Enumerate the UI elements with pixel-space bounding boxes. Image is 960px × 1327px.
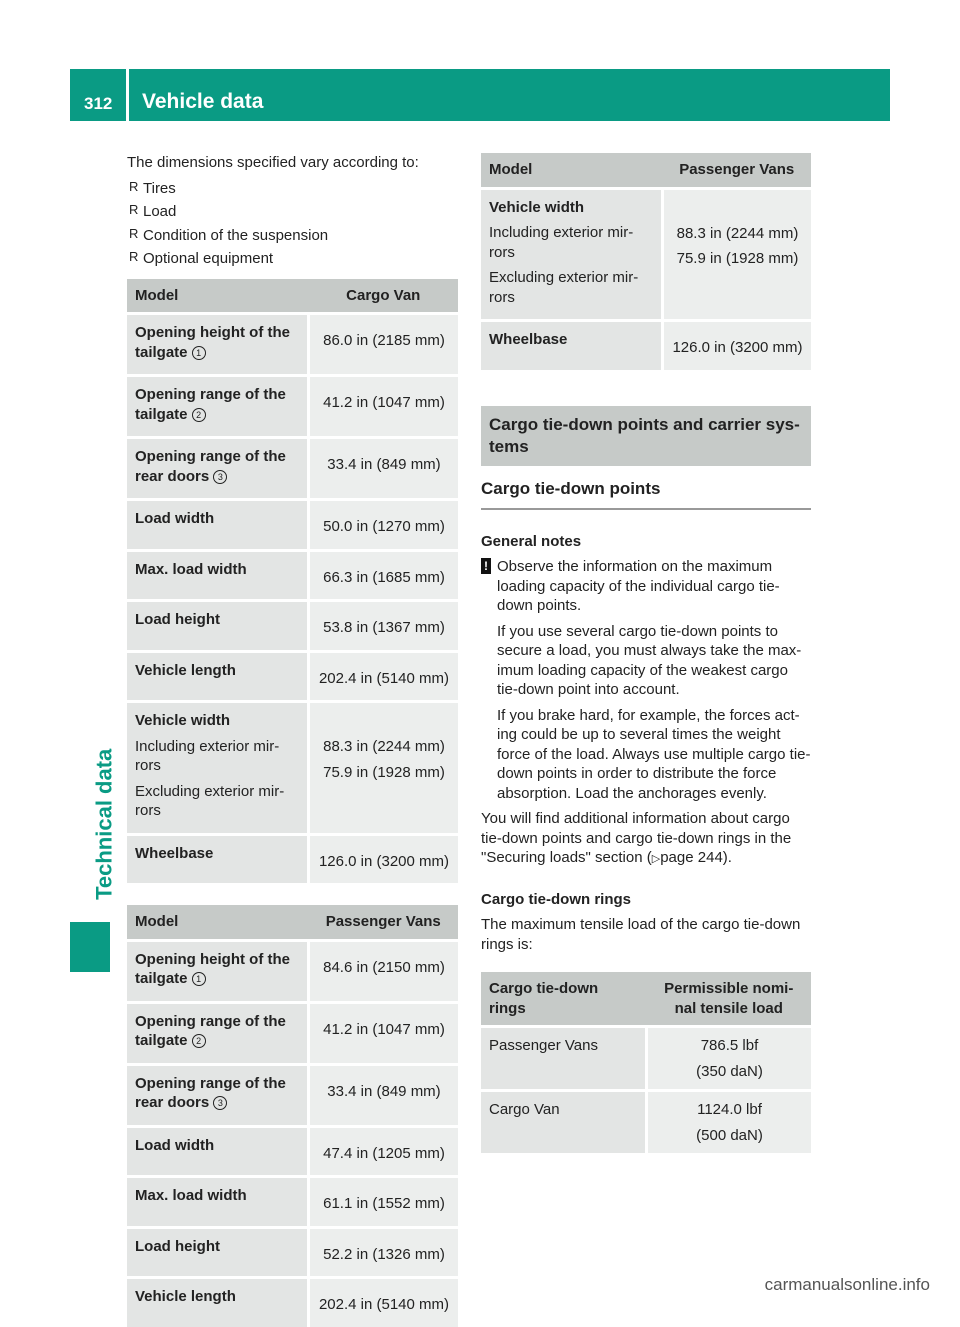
page-reference-link[interactable]: page 244 [660,849,723,867]
row-value [309,438,459,500]
page-header [70,69,890,121]
table-row [481,1027,811,1091]
table-row [127,702,458,835]
callout-number-icon: 2 [192,1034,206,1048]
row-sublabel: Including exterior mir-rors [489,224,634,261]
value-primary: 66.3 in (1685 mm) [323,568,445,586]
row-label [127,1002,309,1064]
row-label [127,651,309,702]
value-primary: 53.8 in (1367 mm) [323,619,445,636]
rings-heading: Cargo tie-down rings [481,890,631,908]
value-primary: 33.4 in (849 mm) [327,1082,441,1100]
value-primary: 786.5 lbf [700,1037,759,1055]
column-header: Passenger Vans [663,153,812,188]
list-item: R Load [127,202,458,222]
table-row [127,438,458,500]
row-label-text: Vehicle width [135,712,231,729]
cargo-van-table [127,279,458,884]
warning-icon: ! [481,558,491,574]
row-value [309,651,459,702]
row-label [127,1126,309,1177]
tie-down-rings-table [481,972,811,1153]
row-value [663,188,812,321]
row-label-text: Opening range of the rear doors [135,1074,286,1111]
passenger-vans-rows [127,940,458,1327]
footer-watermark: carmanualsonline.info [764,1274,930,1294]
right-column [481,153,811,1153]
page-ref-arrow-icon: ▷ [651,853,661,866]
row-label-text: Load width [135,1136,215,1154]
row-label-text: Wheelbase [135,844,214,862]
intro-text: The dimensions specified vary according to: [127,154,419,171]
header-divider [126,69,129,121]
column-header: Passenger Vans [309,905,459,940]
row-value [309,1278,459,1327]
value-primary: 86.0 in (2185 mm) [323,332,445,349]
page-number: 312 [84,94,113,113]
row-label-text: Opening range of the tailgate [135,1012,286,1049]
more-info-end: ). [722,849,732,867]
callout-number-icon: 1 [192,972,206,986]
table-row [127,376,458,438]
value-secondary: (350 daN) [696,1062,763,1080]
column-header: Cargo tie-down rings [481,972,647,1027]
callout-number-icon: 2 [192,408,206,422]
row-value [309,1064,459,1126]
column-header: Model [481,153,663,188]
row-value [309,376,459,438]
table-row [127,1064,458,1126]
section-band: Cargo tie-down points and carrier sys-tems [481,406,811,466]
value-secondary: (500 daN) [696,1126,763,1144]
row-label [127,1177,309,1228]
table-row [127,1002,458,1064]
note-paragraph: Observe the information on the maximum loading capacity of the individual cargo tie-down points. [497,558,780,615]
table-row [127,500,458,551]
table-row [127,314,458,376]
value-primary: 50.0 in (1270 mm) [323,518,445,535]
value-primary: 52.2 in (1326 mm) [323,1245,445,1263]
callout-number-icon: 1 [192,346,206,360]
column-header: Model [127,905,309,940]
row-label [127,500,309,551]
row-label [127,438,309,500]
row-sublabel: Excluding exterior mir-rors [489,269,639,306]
table-row [127,1126,458,1177]
row-value [647,1091,812,1154]
passenger-vans-table-continued [481,153,811,370]
row-value [309,500,459,551]
value-primary: 33.4 in (849 mm) [327,456,441,473]
list-item: R Tires [127,179,458,199]
table-row [127,1227,458,1278]
list-item: R Condition of the suspension [127,226,458,246]
row-label-text: Wheelbase [489,331,568,348]
passenger-vans-table [127,905,458,1327]
value-primary: 1124.0 lbf [697,1101,762,1119]
row-value [309,940,459,1002]
table-row [127,1177,458,1228]
more-info-text [481,809,811,868]
row-sublabel: Including exterior mir-rors [135,737,280,774]
cargo-van-rows [127,314,458,884]
row-value [309,1002,459,1064]
value-primary: 47.4 in (1205 mm) [323,1144,445,1162]
left-column [127,153,458,1327]
rings-text: The maximum tensile load of the cargo tie-down rings is: [481,916,801,953]
row-label-text: Opening range of the rear doors [135,448,286,485]
side-tab-marker [70,922,110,972]
bullet-list [127,179,458,269]
value-primary: 41.2 in (1047 mm) [323,1020,445,1038]
table-row [481,188,811,321]
callout-number-icon: 3 [213,1096,227,1110]
row-label-text: Max. load width [135,560,247,578]
row-label-text: Max. load width [135,1187,247,1204]
value-secondary: 75.9 in (1928 mm) [676,250,799,267]
row-label [127,1278,309,1327]
row-label [127,940,309,1002]
column-header: Permissible nomi-nal tensile load [647,972,812,1027]
callout-number-icon: 3 [213,470,227,484]
row-value [309,314,459,376]
row-label [127,834,309,883]
passenger-vans-cont-rows [481,188,811,370]
value-primary: 202.4 in (5140 mm) [318,1296,450,1313]
row-label: Passenger Vans [481,1027,647,1091]
table-row [481,321,811,370]
value-primary: 61.1 in (1552 mm) [323,1195,445,1212]
row-label-text: Load height [135,611,220,628]
row-value [663,321,812,370]
row-label-text: Opening height of the tailgate [135,950,290,987]
table-row [127,1278,458,1327]
row-label-text: Vehicle length [135,661,236,679]
row-value [309,1177,459,1228]
table-row [127,651,458,702]
row-sublabel: Excluding exterior mir-rors [135,782,285,819]
side-tab [80,730,116,920]
value-primary: 88.3 in (2244 mm) [676,224,799,242]
value-primary: 84.6 in (2150 mm) [323,958,445,976]
row-value [309,702,459,835]
value-primary: 41.2 in (1047 mm) [323,394,445,411]
row-label-text: Opening range of the tailgate [135,386,286,423]
notice-block [481,557,811,803]
value-secondary: 75.9 in (1928 mm) [323,763,445,781]
note-paragraph: If you brake hard, for example, the forces act-ing could be up to several times the weight force of the load. Always use multiple cargo tie-down points in order to distribute the force absorption. Load the anchorages evenly. [497,706,811,802]
table-row [481,1091,811,1154]
row-value [309,834,459,883]
row-value [647,1027,812,1091]
row-label-text: Opening height of the tailgate [135,324,290,361]
table-row [127,940,458,1002]
row-label [481,321,663,370]
row-label [127,314,309,376]
value-primary: 88.3 in (2244 mm) [323,738,445,755]
list-item: R Optional equipment [127,249,458,269]
row-label-text: Load width [135,510,215,527]
note-paragraph: If you use several cargo tie-down points to secure a load, you must always take the max-imum loading capacity of the weakest cargo tie-down point into account. [497,622,802,699]
table-row [127,550,458,601]
side-tab-label: Technical data [91,748,117,900]
tie-down-heading: Cargo tie-down points [481,478,811,510]
row-label [481,188,663,321]
column-header: Cargo Van [309,279,459,314]
row-label [127,1064,309,1126]
row-label-text: Load height [135,1237,220,1255]
table-row [127,834,458,883]
row-label-text: Vehicle length [135,1288,236,1305]
row-value [309,1126,459,1177]
value-primary: 202.4 in (5140 mm) [318,669,450,687]
row-label [127,376,309,438]
value-primary: 126.0 in (3200 mm) [672,339,803,356]
row-label [127,550,309,601]
table-row [127,601,458,652]
row-label-text: Vehicle width [489,198,585,216]
row-label [127,1227,309,1278]
general-notes-heading: General notes [481,532,582,550]
more-info-lead: You will find additional information about cargo tie-down points and cargo tie-down rings in the "Securing loads" section ( [481,810,792,867]
row-label [127,702,309,835]
row-value [309,550,459,601]
row-value [309,1227,459,1278]
column-header: Model [127,279,309,314]
row-value [309,601,459,652]
row-label [127,601,309,652]
value-primary: 126.0 in (3200 mm) [318,852,450,870]
row-label: Cargo Van [481,1091,647,1154]
section-title: Vehicle data [142,90,264,113]
